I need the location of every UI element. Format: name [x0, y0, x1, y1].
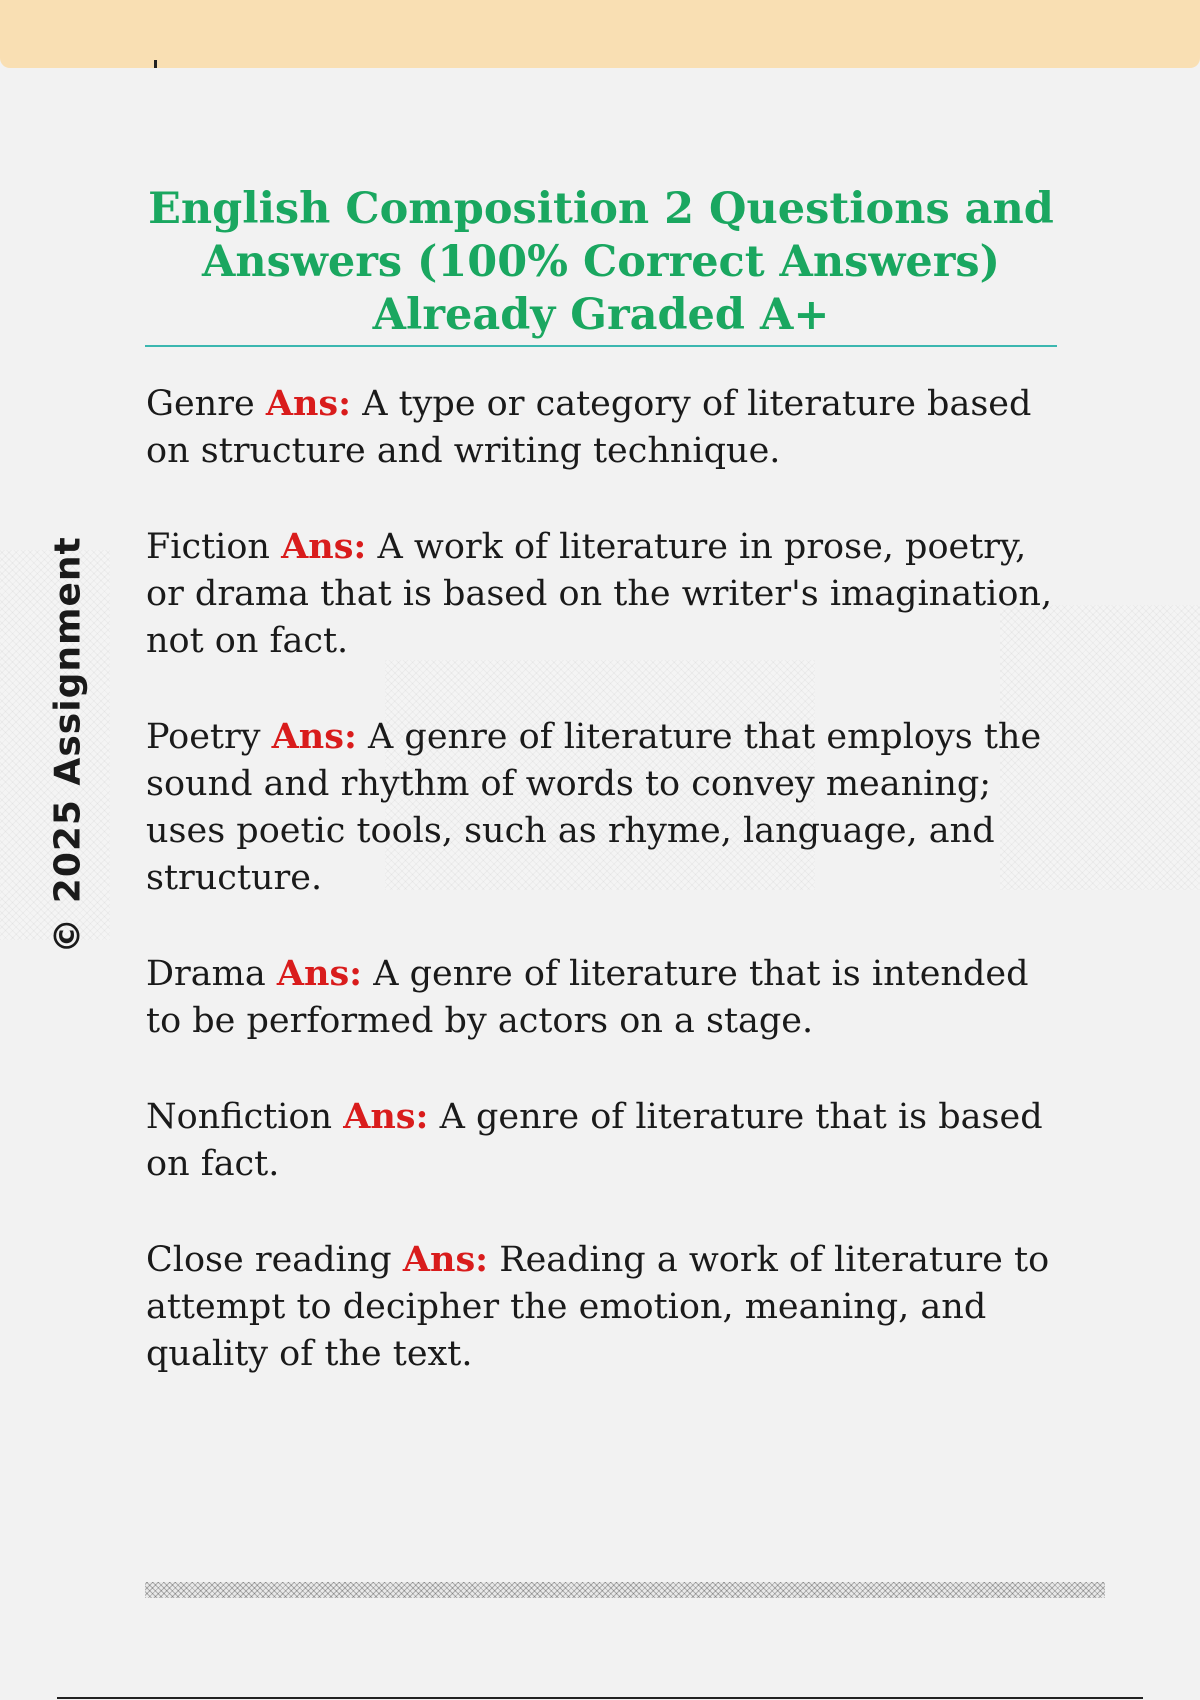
qa-list: [146, 380, 1066, 1378]
banner-tick-mark: [154, 60, 157, 68]
top-banner: [0, 0, 1200, 68]
qa-item-poetry: [146, 713, 1066, 902]
qa-term: Fiction: [146, 527, 270, 567]
answer-marker: Ans:: [265, 383, 352, 424]
answer-marker: Ans:: [343, 1096, 429, 1137]
answer-marker: Ans:: [402, 1239, 489, 1280]
qa-term: Nonfiction: [146, 1097, 333, 1137]
answer-marker: Ans:: [276, 953, 363, 994]
qa-item-drama: [146, 950, 1066, 1045]
qa-answer: Reading a work of literature to attempt to decipher the emotion, meaning, and quality of the text.: [146, 1240, 1050, 1374]
qa-term: Drama: [146, 954, 266, 994]
title-underline: [145, 345, 1057, 347]
page-title: English Composition 2 Questions and Answers (100% Correct Answers) Already Graded A+: [148, 184, 1054, 340]
footer-pattern-strip: [145, 1582, 1105, 1598]
qa-item-close-reading: [146, 1236, 1066, 1378]
answer-marker: Ans:: [271, 716, 357, 757]
answer-marker: Ans:: [281, 526, 367, 567]
qa-term: Genre: [146, 384, 255, 424]
qa-answer: A genre of literature that is based on fact.: [146, 1097, 1043, 1184]
qa-item-fiction: [146, 523, 1066, 665]
qa-item-nonfiction: [146, 1093, 1066, 1188]
qa-term: Poetry: [146, 717, 261, 757]
page-bottom-rule: [57, 1697, 1143, 1699]
qa-term: Close reading: [146, 1240, 392, 1280]
copyright-watermark: © 2025 Assignment: [47, 536, 89, 954]
qa-answer: A work of literature in prose, poetry, or drama that is based on the writer's imagination, not on fact.: [146, 527, 1053, 661]
qa-answer: A type or category of literature based on structure and writing technique.: [146, 384, 1032, 471]
qa-item-genre: [146, 380, 1066, 475]
qa-answer: A genre of literature that is intended to be performed by actors on a stage.: [146, 954, 1029, 1041]
qa-answer: A genre of literature that employs the sound and rhythm of words to convey meaning; uses poetic tools, such as rhyme, language, and structure.: [146, 717, 1042, 898]
